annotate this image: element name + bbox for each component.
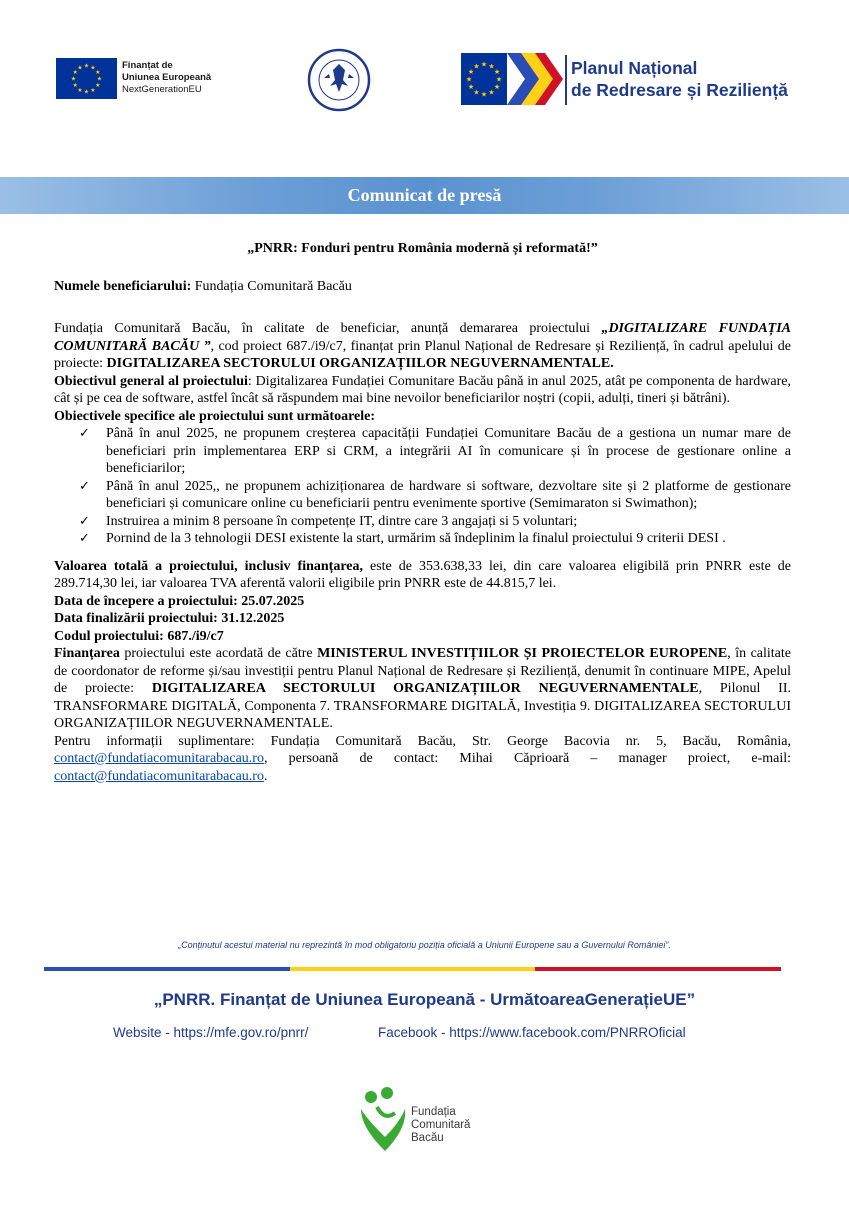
press-release-body — [54, 240, 791, 785]
spacer — [54, 312, 791, 320]
eu-star-icon: ★ — [95, 69, 101, 77]
eu-line-2: Uniunea Europeană — [122, 72, 212, 83]
financing-label: Finanțarea — [54, 646, 120, 661]
eu-star-icon: ★ — [467, 82, 475, 91]
eu-star-icon: ★ — [77, 64, 83, 72]
tricolor-divider — [44, 967, 781, 971]
eu-star-icon: ★ — [72, 82, 78, 90]
pnrr-line-1: Planul Național — [571, 58, 698, 78]
financing-paragraph — [54, 645, 791, 733]
project-value-text: este de 353.638,33 lei, din care valoarea eligibilă prin PNRR este de 289.714,30 lei, iar valoarea TVA aferentă valorii eligibile prin PNRR este de 44.815,7 lei. — [54, 558, 791, 591]
pnrr-title — [571, 57, 788, 101]
eu-line-3: NextGenerationEU — [122, 84, 202, 95]
contact-text-2: , persoană de contact: Mihai Căprioară – manager proiect, e-mail: — [263, 751, 791, 766]
eu-star-icon: ★ — [493, 67, 501, 76]
eu-star-icon: ★ — [83, 62, 90, 70]
press-release-banner — [0, 177, 849, 214]
headline: „PNRR: Fonduri pentru România modernă și reformată!” — [247, 241, 598, 256]
eu-star-icon: ★ — [77, 86, 83, 94]
eu-star-icon: ★ — [467, 67, 475, 76]
slogan: „PNRR. Finanțat de Uniunea Europeană - UrmătoareaGenerațieUE” — [153, 990, 696, 1009]
list-item: ✓ Până în anul 2025, ne propunem creșterea capacitǎții Fundației Comunitare Bacău de a gestiona un numar mare de beneficiari prin implementarea ERP si CRM, a integrării AI în comunicare și în procese de gestionare online a beneficiarilor; — [79, 425, 791, 478]
end-date-text: Data finalizării proiectului: 31.12.2025 — [54, 611, 285, 626]
org-line-1: Fundația — [411, 1106, 456, 1118]
pnrr-divider — [565, 55, 567, 105]
pnrr-logo-icon — [461, 50, 563, 108]
list-item: ✓ Pornind de la 3 tehnologii DESI existente la start, urmărim să îndeplinim la finalul proiectului 9 criterii DESI . — [79, 530, 791, 548]
ministry-name: MINISTERUL INVESTIȚIILOR ȘI PROIECTELOR EUROPENE — [317, 646, 728, 661]
divider-yellow — [290, 967, 536, 971]
call-name: DIGITALIZAREA SECTORULUI ORGANIZAȚIILOR NEGUVERNAMENTALE. — [106, 356, 614, 371]
eu-star-icon: ★ — [493, 82, 501, 91]
financing-text-3: , Pilonul II. TRANSFORMARE DIGITALĂ, Componenta 7. TRANSFORMARE DIGITALĂ, Investiția 9. DIGITALIZAREA SECTORULUI ORGANIZAȚIILOR NEGUVERNAMENTALE. — [54, 681, 792, 731]
project-value — [54, 558, 791, 593]
general-objective-text: : Digitalizarea Fundației Comunitare Bacău până in anul 2025, atât pe componenta de hardware, cât și pe cea de software, astfel încât să răspundem mai bine nevoilor beneficiarilor noștri (copii, adulți, tineri și bătrâni). — [54, 373, 791, 406]
start-date — [54, 593, 791, 611]
facebook-link[interactable]: Facebook - https://www.facebook.com/PNRROficial — [378, 1025, 686, 1040]
eu-star-icon: ★ — [83, 88, 90, 96]
eu-star-icon: ★ — [473, 62, 480, 71]
divider-blue — [44, 967, 290, 971]
eu-star-icon: ★ — [90, 86, 96, 94]
project-code — [54, 628, 791, 646]
general-objective — [54, 373, 791, 408]
eu-star-icon: ★ — [72, 69, 78, 77]
org-line-2: Comunitară — [411, 1119, 471, 1131]
project-name: „DIGITALIZARE FUNDAȚIA COMUNITARĂ BACĂU ” — [54, 321, 792, 354]
spacer — [54, 548, 791, 558]
eu-star-icon: ★ — [70, 75, 77, 83]
financing-text-1: proiectului este acordată de către — [119, 646, 318, 661]
beneficiary-line — [54, 278, 791, 296]
fundatia-logo-icon — [357, 1085, 409, 1153]
contact-email-link[interactable]: contact@fundatiacomunitarabacau.ro — [54, 751, 264, 766]
intro-text-2: , cod proiect 687./i9/c7, finanțat prin Planul Național de Redresare și Reziliență, în cadrul apelului de proiecte: — [54, 338, 791, 371]
org-line-3: Bacău — [411, 1132, 444, 1144]
eu-star-icon: ★ — [473, 88, 480, 97]
eu-star-icon: ★ — [488, 88, 495, 97]
fundatia-logo-text — [411, 1106, 470, 1145]
specific-objectives-label — [54, 408, 791, 426]
financing-text-2: , în calitate de coordonator de reforme și/sau investiții pentru Planul Național de Redresare și Reziliență, denumit în continuare MIPE, Apelul de proiecte: — [54, 646, 792, 696]
project-value-label: Valoarea totală a proiectului, inclusiv finanțarea, — [54, 558, 364, 574]
eu-star-icon: ★ — [95, 82, 101, 90]
eu-star-icon: ★ — [495, 75, 503, 84]
specific-objectives-list — [54, 425, 791, 548]
spacer — [54, 295, 791, 312]
eu-flag-icon — [56, 58, 117, 99]
pnrr-line-2: de Redresare și Reziliență — [571, 80, 788, 100]
eu-line-1: Finanțat de — [122, 60, 173, 71]
eu-funding-label — [122, 60, 211, 96]
end-date — [54, 610, 791, 628]
banner-title: Comunicat de presă — [347, 185, 502, 205]
contact-paragraph — [54, 733, 791, 786]
website-link[interactable]: Website - https://mfe.gov.ro/pnrr/ — [113, 1025, 309, 1040]
general-objective-label: Obiectivul general al proiectului — [54, 373, 248, 389]
footer-links — [113, 1025, 753, 1040]
eu-star-icon: ★ — [488, 62, 495, 71]
eu-star-icon: ★ — [465, 75, 473, 84]
specific-objectives-heading: Obiectivele specifice ale proiectului sunt următoarele: — [54, 408, 376, 424]
beneficiary-label: Numele beneficiarului: — [54, 278, 192, 294]
start-date-text: Data de începere a proiectului: 25.07.2025 — [54, 593, 305, 609]
divider-red — [535, 967, 781, 971]
financing-call: DIGITALIZAREA SECTORULUI ORGANIZAȚIILOR NEGUVERNAMENTALE — [151, 681, 699, 696]
contact-text-3: . — [263, 768, 268, 784]
contact-text-1: Pentru informații suplimentare: Fundația Comunitară Bacău, Str. George Bacovia nr. 5, Bacău, România, — [54, 733, 791, 749]
eu-star-icon: ★ — [90, 64, 96, 72]
beneficiary-value: Fundația Comunitară Bacău — [191, 278, 352, 294]
eu-star-icon: ★ — [480, 60, 488, 69]
contact-email-link[interactable]: contact@fundatiacomunitarabacau.ro — [54, 768, 264, 784]
eu-star-icon: ★ — [480, 90, 488, 99]
list-item: ✓ Până în anul 2025,, ne propunem achiziționarea de hardware si software, dezvoltare site și 2 platforme de gestionare beneficiari și comunicare online cu beneficiarii pentru evenimente sportive (Semimaraton si Swimathon); — [79, 478, 791, 513]
list-item: ✓ Instruirea a minim 8 persoane în competențe IT, dintre care 3 angajați si 5 voluntari; — [79, 513, 791, 531]
intro-paragraph — [54, 320, 791, 373]
disclaimer: „Conținutul acestui material nu reprezintă în mod obligatoriu poziția oficială a Uniunii Europene sau a Guvernului României”. — [178, 940, 671, 950]
project-code-text: Codul proiectului: 687./i9/c7 — [54, 628, 224, 644]
intro-text-1: Fundația Comunitară Bacău, în calitate de beneficiar, anunță demararea proiectului — [54, 321, 602, 336]
romanian-government-seal-icon — [307, 48, 371, 112]
eu-star-icon: ★ — [96, 75, 103, 83]
